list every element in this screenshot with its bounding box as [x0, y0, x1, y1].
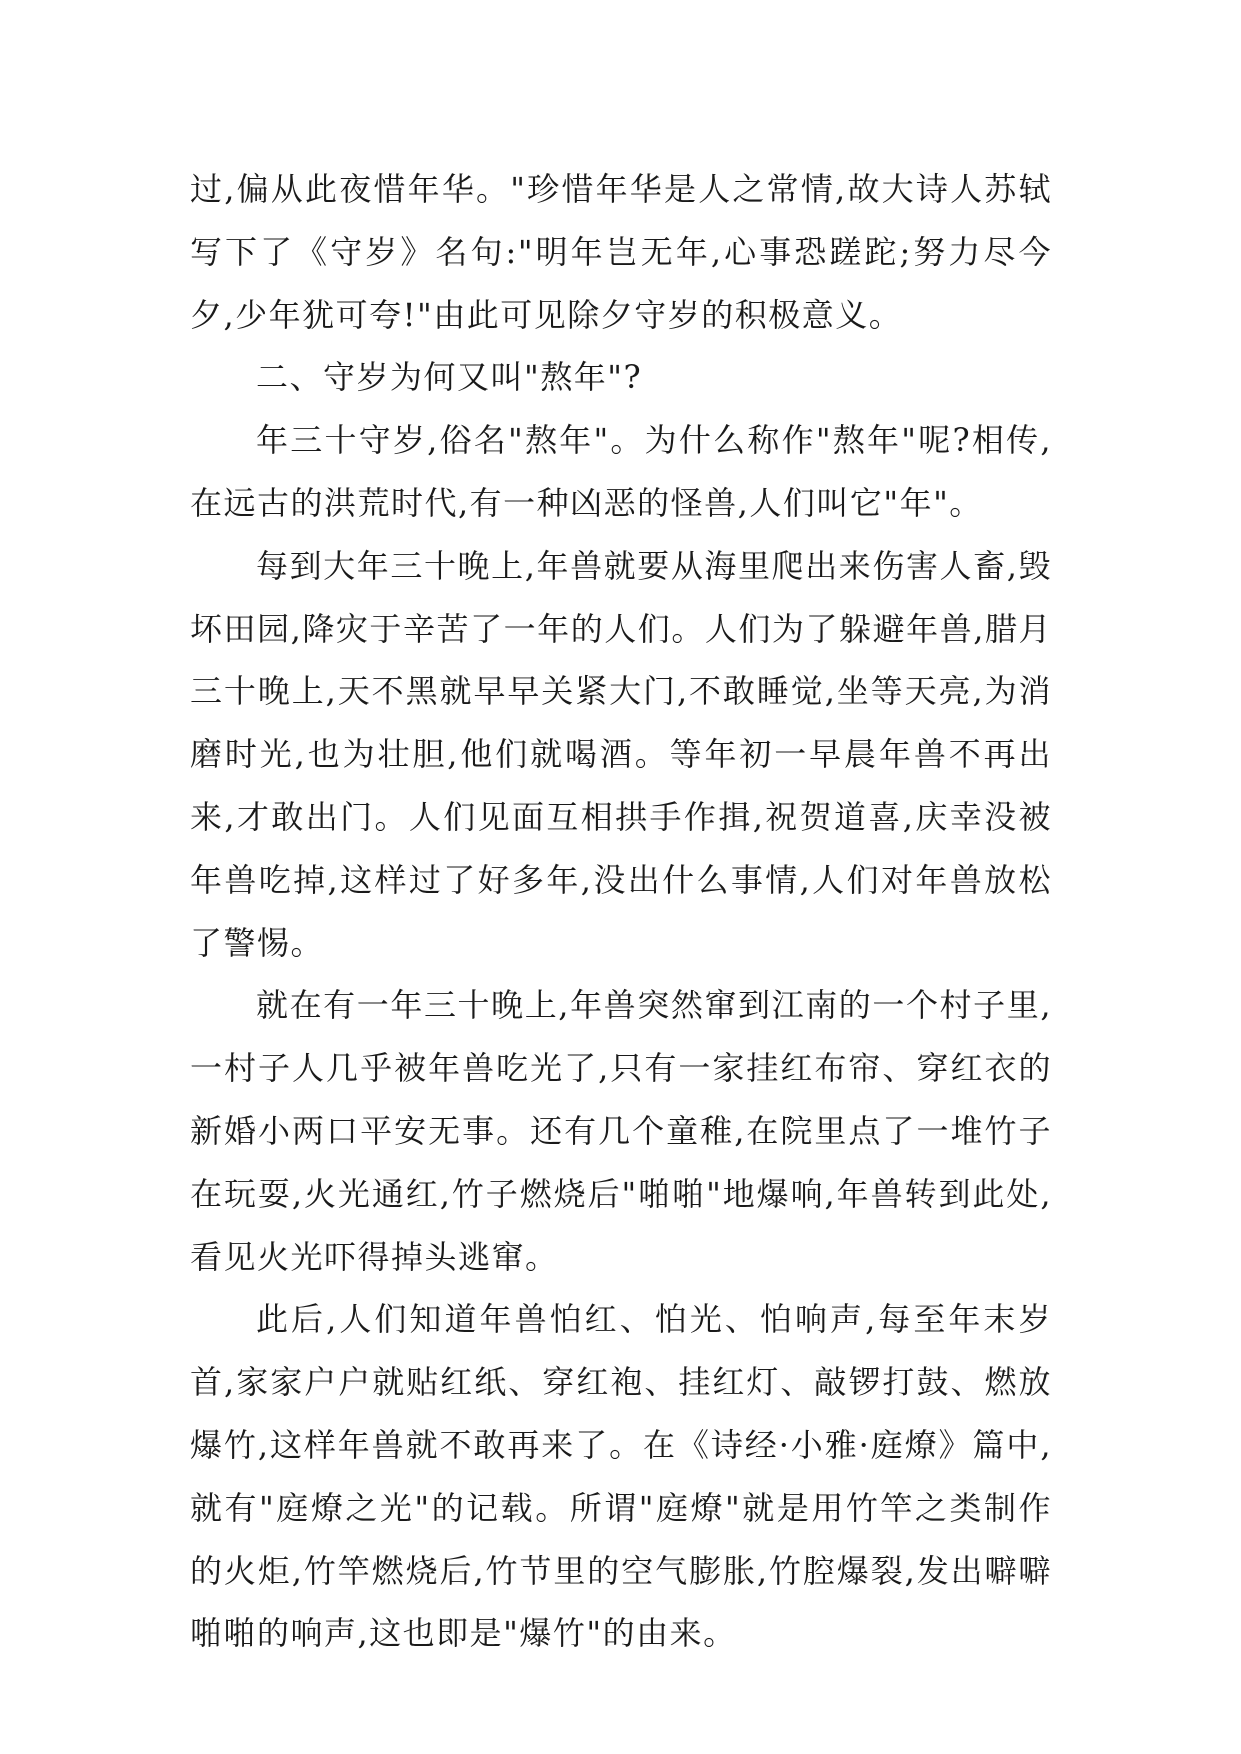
paragraph-continuation: 过,偏从此夜惜年华。"珍惜年华是人之常情,故大诗人苏轼写下了《守岁》名句:"明年岂无年,心事恐蹉跎;努力尽今夕,少年犹可夸!"由此可见除夕守岁的积极意义。 — [190, 170, 1052, 334]
paragraph: 每到大年三十晚上,年兽就要从海里爬出来伤害人畜,毁坏田园,降灾于辛苦了一年的人们。人们为了躲避年兽,腊月三十晚上,天不黑就早早关紧大门,不敢睡觉,坐等天亮,为消磨时光,也为壮胆,他们就喝酒。等年初一早晨年兽不再出来,才敢出门。人们见面互相拱手作揖,祝贺道喜,庆幸没被年兽吃掉,这样过了好多年,没出什么事情,人们对年兽放松了警惕。 — [190, 546, 1052, 962]
paragraph: 此后,人们知道年兽怕红、怕光、怕响声,每至年末岁首,家家户户就贴红纸、穿红袍、挂红灯、敲锣打鼓、燃放爆竹,这样年兽就不敢再来了。在《诗经·小雅·庭燎》篇中,就有"庭燎之光"的记载。所谓"庭燎"就是用竹竿之类制作的火炬,竹竿燃烧后,竹节里的空气膨胀,竹腔爆裂,发出噼噼啪啪的响声,这也即是"爆竹"的由来。 — [190, 1300, 1052, 1653]
paragraph: 年三十守岁,俗名"熬年"。为什么称作"熬年"呢?相传,在远古的洪荒时代,有一种凶恶的怪兽,人们叫它"年"。 — [190, 421, 1052, 522]
document-body — [190, 158, 1052, 1665]
paragraph: 就在有一年三十晚上,年兽突然窜到江南的一个村子里,一村子人几乎被年兽吃光了,只有一家挂红布帘、穿红衣的新婚小两口平安无事。还有几个童稚,在院里点了一堆竹子在玩耍,火光通红,竹子燃烧后"啪啪"地爆响,年兽转到此处,看见火光吓得掉头逃窜。 — [190, 986, 1052, 1276]
section-heading: 二、守岁为何又叫"熬年"? — [256, 358, 643, 397]
